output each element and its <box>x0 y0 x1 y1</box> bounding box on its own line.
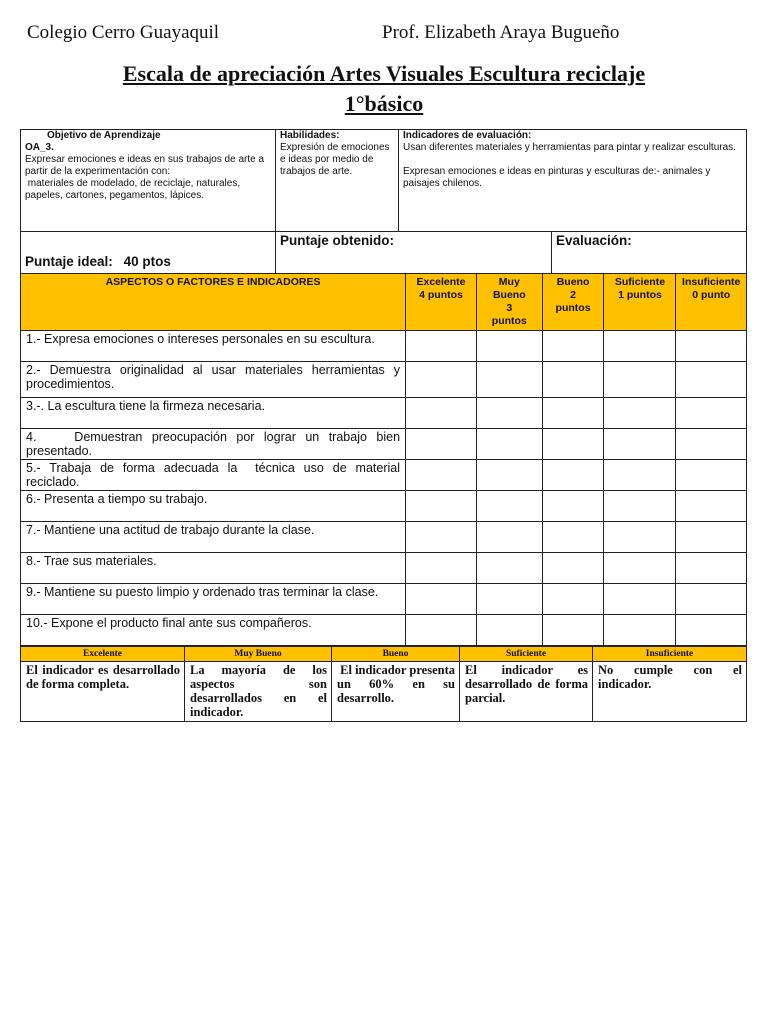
legend-header-bueno: Bueno <box>332 647 460 662</box>
indicator-row <box>21 331 747 362</box>
score-cell-muy-bueno[interactable] <box>476 331 542 362</box>
indicator-row <box>21 460 747 491</box>
legend-desc-bueno: El indicador presenta un 60% en su desarrollo. <box>332 662 460 722</box>
indicator-text: 5.- Trabaja de forma adecuada la técnica uso de material reciclado. <box>21 460 406 491</box>
legend-header-suficiente: Suficiente <box>460 647 593 662</box>
indicator-text: 9.- Mantiene su puesto limpio y ordenado tras terminar la clase. <box>21 584 406 615</box>
ideal-score-value: 40 ptos <box>123 254 171 269</box>
score-cell-excelente[interactable] <box>406 331 477 362</box>
score-cell-muy-bueno[interactable] <box>476 522 542 553</box>
legend-header-insuficiente: Insuficiente <box>593 647 747 662</box>
level-header-muy-bueno <box>476 274 542 331</box>
document-title: Escala de apreciación Artes Visuales Escultura reciclaje <box>122 61 646 86</box>
indicator-row <box>21 362 747 398</box>
score-cell-muy-bueno[interactable] <box>476 460 542 491</box>
level-points: 4 puntos <box>419 289 463 301</box>
level-header-bueno <box>542 274 604 331</box>
score-cell-excelente[interactable] <box>406 460 477 491</box>
score-cell-suficiente[interactable] <box>604 460 676 491</box>
skills-text: Expresión de emociones e ideas por medio de trabajos de arte. <box>280 142 390 177</box>
score-cell-excelente[interactable] <box>406 491 477 522</box>
score-cell-insuficiente[interactable] <box>676 362 747 398</box>
level-header-insuficiente <box>676 274 747 331</box>
indicator-row <box>21 491 747 522</box>
level-points: 2 puntos <box>555 289 591 314</box>
score-cell-muy-bueno[interactable] <box>476 615 542 646</box>
level-name: Excelente <box>416 276 466 288</box>
indicator-row <box>21 553 747 584</box>
score-cell-insuficiente[interactable] <box>676 398 747 429</box>
score-cell-suficiente[interactable] <box>604 429 676 460</box>
school-name: Colegio Cerro Guayaquil <box>27 22 220 43</box>
levels-legend-table <box>20 646 747 722</box>
legend-header-muy-bueno: Muy Bueno <box>185 647 332 662</box>
level-name: Muy Bueno <box>492 276 526 301</box>
document-grade: 1°básico <box>344 91 424 116</box>
objective-text: Expresar emociones e ideas en sus trabajos de arte a partir de la experimentación con: <box>25 154 265 177</box>
legend-header-excelente: Excelente <box>21 647 185 662</box>
score-cell-bueno[interactable] <box>542 362 604 398</box>
score-cell-excelente[interactable] <box>406 553 477 584</box>
objective-label: Objetivo de Aprendizaje <box>47 130 161 141</box>
score-cell-excelente[interactable] <box>406 362 477 398</box>
level-points: 0 punto <box>692 289 731 301</box>
skills-label: Habilidades: <box>280 130 340 141</box>
indicators-text-2: Expresan emociones e ideas en pinturas y esculturas de:- animales y paisajes chilenos. <box>403 166 711 189</box>
score-cell-muy-bueno[interactable] <box>476 362 542 398</box>
level-name: Bueno <box>556 276 590 288</box>
indicator-text: 8.- Trae sus materiales. <box>21 553 406 584</box>
indicator-text: 2.- Demuestra originalidad al usar materiales herramientas y procedimientos. <box>21 362 406 398</box>
score-cell-bueno[interactable] <box>542 584 604 615</box>
obtained-score-label: Puntaje obtenido: <box>280 233 394 248</box>
indicator-row <box>21 615 747 646</box>
score-cell-bueno[interactable] <box>542 398 604 429</box>
indicator-row <box>21 398 747 429</box>
score-cell-bueno[interactable] <box>542 429 604 460</box>
score-cell-excelente[interactable] <box>406 615 477 646</box>
score-cell-suficiente[interactable] <box>604 331 676 362</box>
score-cell-suficiente[interactable] <box>604 491 676 522</box>
score-cell-insuficiente[interactable] <box>676 553 747 584</box>
score-cell-excelente[interactable] <box>406 522 477 553</box>
level-name: Suficiente <box>614 276 666 288</box>
indicators-text-1: Usan diferentes materiales y herramientas para pintar y realizar esculturas. <box>403 142 736 153</box>
legend-desc-muy-bueno: La mayoría de los aspectos son desarrollados en el indicador. <box>185 662 332 722</box>
indicator-text: 1.- Expresa emociones o intereses personales en su escultura. <box>21 331 406 362</box>
ideal-score-label: Puntaje ideal: <box>25 254 113 269</box>
score-cell-muy-bueno[interactable] <box>476 553 542 584</box>
objective-cell <box>21 130 276 232</box>
score-cell-insuficiente[interactable] <box>676 615 747 646</box>
info-table <box>20 129 747 283</box>
indicators-label: Indicadores de evaluación: <box>403 130 532 141</box>
indicator-text: 7.- Mantiene una actitud de trabajo durante la clase. <box>21 522 406 553</box>
indicator-row <box>21 429 747 460</box>
indicator-row <box>21 522 747 553</box>
indicator-text: 6.- Presenta a tiempo su trabajo. <box>21 491 406 522</box>
level-header-suficiente <box>604 274 676 331</box>
level-name: Insuficiente <box>682 276 741 288</box>
score-cell-muy-bueno[interactable] <box>476 429 542 460</box>
score-cell-suficiente[interactable] <box>604 615 676 646</box>
score-cell-suficiente[interactable] <box>604 522 676 553</box>
aspects-header: ASPECTOS O FACTORES E INDICADORES <box>21 274 406 331</box>
rubric-table <box>20 273 747 646</box>
objective-code: OA_3. <box>25 142 54 153</box>
score-cell-excelente[interactable] <box>406 429 477 460</box>
score-cell-insuficiente[interactable] <box>676 584 747 615</box>
score-cell-insuficiente[interactable] <box>676 429 747 460</box>
score-cell-muy-bueno[interactable] <box>476 491 542 522</box>
indicator-row <box>21 584 747 615</box>
indicator-text: 4. Demuestran preocupación por lograr un trabajo bien presentado. <box>21 429 406 460</box>
score-cell-suficiente[interactable] <box>604 584 676 615</box>
skills-cell <box>276 130 399 232</box>
level-header-excelente <box>406 274 477 331</box>
level-points: 1 puntos <box>618 289 662 301</box>
teacher-name: Prof. Elizabeth Araya Bugueño <box>382 22 620 43</box>
score-cell-suficiente[interactable] <box>604 398 676 429</box>
legend-desc-excelente: El indicador es desarrollado de forma completa. <box>21 662 185 722</box>
score-cell-insuficiente[interactable] <box>676 460 747 491</box>
score-cell-excelente[interactable] <box>406 584 477 615</box>
score-cell-bueno[interactable] <box>542 331 604 362</box>
evaluation-label: Evaluación: <box>556 233 632 248</box>
legend-desc-insuficiente: No cumple con el indicador. <box>593 662 747 722</box>
indicators-cell <box>399 130 747 232</box>
score-cell-muy-bueno[interactable] <box>476 584 542 615</box>
objective-materials: materiales de modelado, de reciclaje, naturales, papeles, cartones, pegamentos, lápices. <box>25 178 243 201</box>
score-cell-bueno[interactable] <box>542 460 604 491</box>
legend-desc-suficiente: El indicador es desarrollado de forma parcial. <box>460 662 593 722</box>
score-cell-suficiente[interactable] <box>604 362 676 398</box>
score-cell-bueno[interactable] <box>542 491 604 522</box>
score-cell-excelente[interactable] <box>406 398 477 429</box>
score-cell-insuficiente[interactable] <box>676 491 747 522</box>
score-cell-bueno[interactable] <box>542 553 604 584</box>
score-cell-bueno[interactable] <box>542 615 604 646</box>
score-cell-insuficiente[interactable] <box>676 522 747 553</box>
indicator-text: 10.- Expone el producto final ante sus compañeros. <box>21 615 406 646</box>
score-cell-suficiente[interactable] <box>604 553 676 584</box>
level-points: 3 puntos <box>491 302 527 327</box>
score-cell-muy-bueno[interactable] <box>476 398 542 429</box>
indicator-text: 3.-. La escultura tiene la firmeza necesaria. <box>21 398 406 429</box>
score-cell-bueno[interactable] <box>542 522 604 553</box>
score-cell-insuficiente[interactable] <box>676 331 747 362</box>
